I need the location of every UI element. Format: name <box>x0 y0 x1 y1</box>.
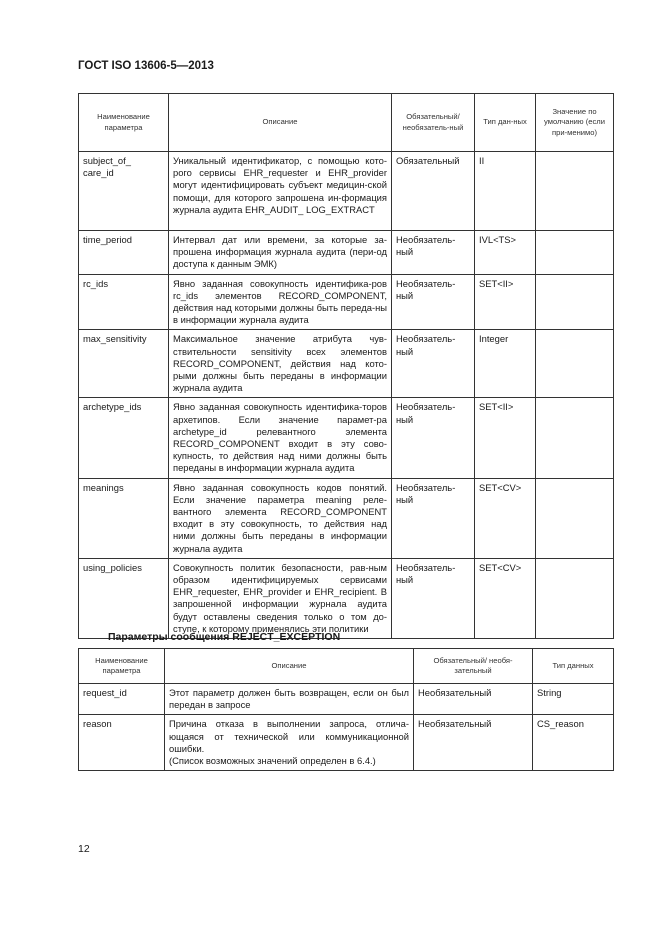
param-description: Этот параметр должен быть возвращен, если он был передан в запросе <box>165 684 414 715</box>
column-header-required: Обязательный/ необя-зательный <box>414 649 533 684</box>
param-description: Уникальный идентификатор, с помощью кото-рого сервисы EHR_requester и EHR_provider могут идентифицировать субъект медицин-ской помощи, для которого запрошена ин-формация журнала аудита EHR_AUDIT_ LOG_EXTRACT <box>169 152 392 231</box>
table-header-row <box>79 94 614 152</box>
param-type: IVL<TS> <box>475 231 536 275</box>
param-description: Явно заданная совокупность идентифика-торов архетипов. Если значение парамет-ра archetype_id релевантного элемента RECORD_COMPONENT входит в эту сово-купность, то действия над ними должны быть переданы в информации журнала аудита <box>169 398 392 478</box>
param-name: reason <box>79 715 165 771</box>
param-default <box>536 558 614 638</box>
document-header: ГОСТ ISO 13606-5—2013 <box>78 60 214 72</box>
param-required: Необязательный <box>414 715 533 771</box>
param-required: Необязательный <box>414 684 533 715</box>
param-name: max_sensitivity <box>79 330 169 398</box>
column-header-required: Обязательный/ необязатель-ный <box>392 94 475 152</box>
param-default <box>536 152 614 231</box>
table-row <box>79 398 614 478</box>
param-required: Необязатель-ный <box>392 274 475 330</box>
table-row <box>79 330 614 398</box>
param-required: Необязатель-ный <box>392 231 475 275</box>
section-title: Параметры сообщения REJECT_EXCEPTION <box>108 631 341 643</box>
param-name: time_period <box>79 231 169 275</box>
param-type: SET<II> <box>475 398 536 478</box>
param-type: Integer <box>475 330 536 398</box>
param-required: Необязатель-ный <box>392 398 475 478</box>
param-default <box>536 274 614 330</box>
table-row <box>79 231 614 275</box>
table-row <box>79 715 614 771</box>
param-default <box>536 398 614 478</box>
param-type: String <box>533 684 614 715</box>
param-name: archetype_ids <box>79 398 169 478</box>
param-description: Интервал дат или времени, за которые за-прошена информация журнала аудита (пери-од доступа к данным ЭМК) <box>169 231 392 275</box>
table-row <box>79 274 614 330</box>
param-required: Обязательный <box>392 152 475 231</box>
param-required: Необязатель-ный <box>392 330 475 398</box>
param-type: SET<II> <box>475 274 536 330</box>
reject-exception-table <box>78 648 614 771</box>
param-name: request_id <box>79 684 165 715</box>
column-header-default: Значение по умолчанию (если при-менимо) <box>536 94 614 152</box>
param-type: CS_reason <box>533 715 614 771</box>
param-name: using_policies <box>79 558 169 638</box>
param-description: Совокупность политик безопасности, рав-ным образом идентифицируемых сервисами EHR_requester, EHR_provider и EHR_recipient. В запрошенной информации журнала аудита будут оставлены сведения только о том до-ступе, к которому применялись эти политики <box>169 558 392 638</box>
column-header-type: Тип дан-ных <box>475 94 536 152</box>
param-name: rc_ids <box>79 274 169 330</box>
param-required: Необязатель-ный <box>392 478 475 558</box>
column-header-description: Описание <box>165 649 414 684</box>
param-name: meanings <box>79 478 169 558</box>
page-number: 12 <box>78 843 90 855</box>
param-default <box>536 231 614 275</box>
table-row <box>79 558 614 638</box>
param-required: Необязатель-ный <box>392 558 475 638</box>
column-header-name: Наименование параметра <box>79 94 169 152</box>
param-type: SET<CV> <box>475 558 536 638</box>
column-header-type: Тип данных <box>533 649 614 684</box>
param-name: subject_of_ care_id <box>79 152 169 231</box>
column-header-description: Описание <box>169 94 392 152</box>
param-description: Явно заданная совокупность идентифика-ров rc_ids элементов RECORD_COMPONENT, действия над которыми должны быть переда-ны в информации журнала аудита <box>169 274 392 330</box>
param-description: Причина отказа в выполнении запроса, отлича-ющаяся от технической или коммуникационной ошибки. (Список возможных значений определен в 6.4.) <box>165 715 414 771</box>
param-type: SET<CV> <box>475 478 536 558</box>
parameters-table <box>78 93 614 639</box>
table-header-row <box>79 649 614 684</box>
column-header-name: Наименование параметра <box>79 649 165 684</box>
param-default <box>536 478 614 558</box>
param-description: Максимальное значение атрибута чув-ствительности sensitivity всех элементов RECORD_COMPONENT, действия над кото-рыми должны быть переданы в информации журнала аудита <box>169 330 392 398</box>
table-row <box>79 152 614 231</box>
table-row <box>79 684 614 715</box>
param-default <box>536 330 614 398</box>
param-type: II <box>475 152 536 231</box>
param-description: Явно заданная совокупность кодов понятий. Если значение параметра meaning реле-вантного элемента RECORD_COMPONENT входит в эту совокупность, то действия над ними должны быть переданы в информации журнала аудита <box>169 478 392 558</box>
table-row <box>79 478 614 558</box>
